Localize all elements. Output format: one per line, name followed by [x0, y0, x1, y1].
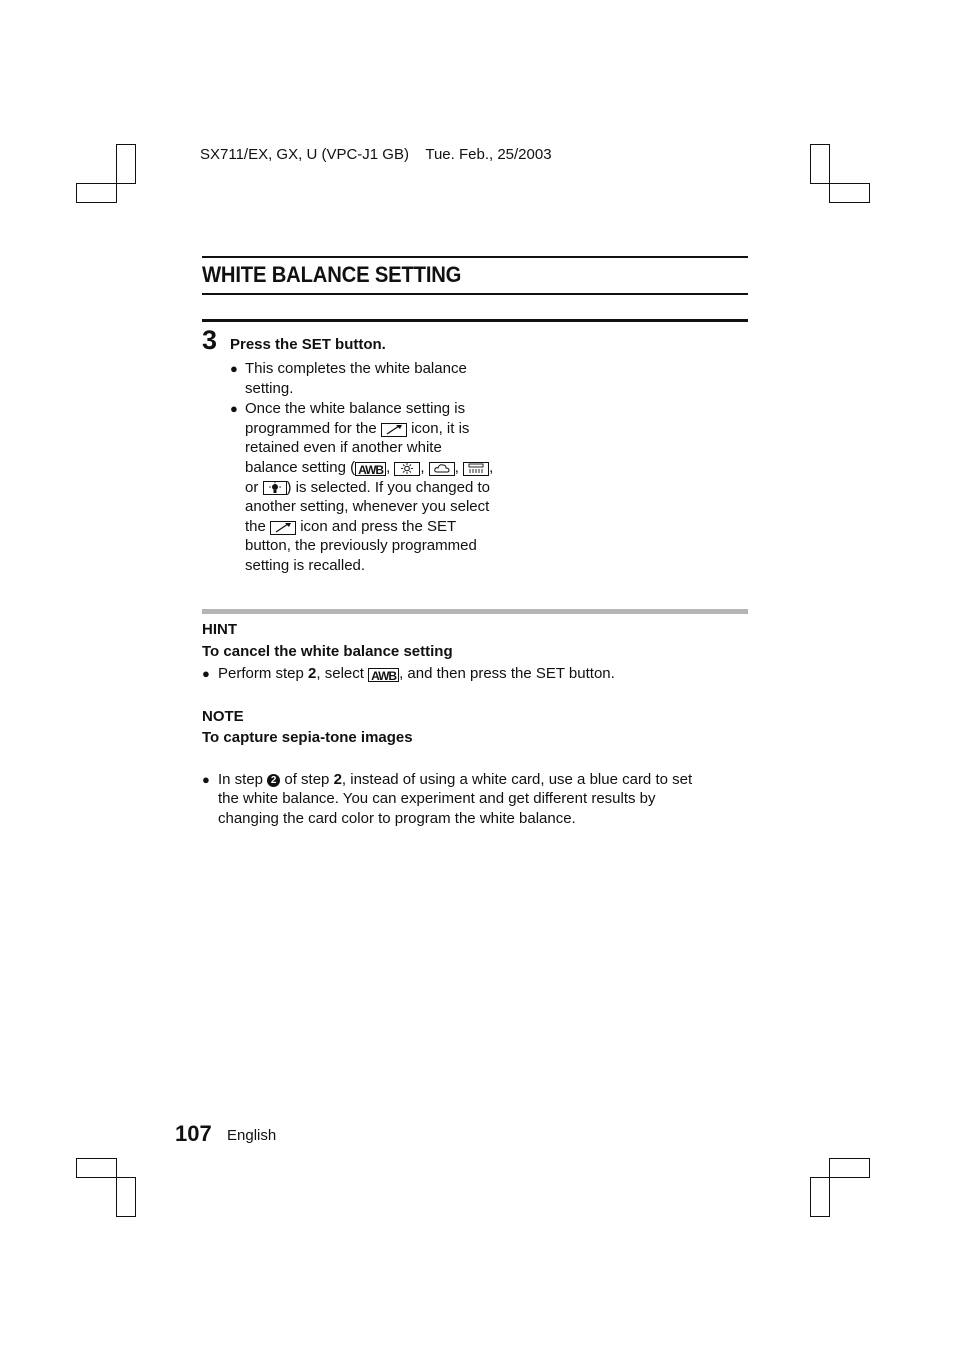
date-line: Tue. Feb., 25/2003 [425, 146, 552, 163]
fluorescent-icon [463, 462, 489, 476]
bullet-dot-icon: ● [230, 361, 238, 376]
crop-mark-top-right-horizontal [829, 183, 870, 203]
awb-icon: AWB [368, 668, 399, 682]
manual-wb-icon [381, 423, 407, 437]
manual-wb-icon [270, 521, 296, 535]
step-number: 3 [202, 325, 218, 355]
hint-divider [202, 609, 748, 614]
document-header [200, 146, 552, 163]
circled-two-icon: 2 [267, 774, 280, 787]
crop-mark-bottom-right-horizontal [829, 1158, 870, 1178]
hint-subtitle: To cancel the white balance setting [202, 643, 453, 660]
note-label: NOTE [202, 708, 244, 725]
awb-icon: AWB [355, 462, 386, 476]
title-rule-top [202, 256, 748, 258]
step-rule [202, 319, 748, 322]
bullet-dot-icon: ● [230, 401, 238, 417]
title-rule-bottom [202, 293, 748, 295]
bullet-item: ● Once the white balance setting is programmed for the icon, it is retained even if another white balance setting ( AWB , , , , or ) is selected. If you changed to another setting, whenever you select the icon and press the SET button, the previously programmed setting is recalled. [230, 400, 494, 574]
page-number: 107 [175, 1121, 212, 1146]
crop-mark-bottom-left-horizontal [76, 1158, 117, 1178]
crop-mark-top-left-horizontal [76, 183, 117, 203]
cloud-icon [429, 462, 455, 476]
crop-mark-bottom-right-vertical [810, 1177, 830, 1217]
step-bullets [230, 359, 520, 576]
bullet-dot-icon: ● [202, 771, 210, 787]
hint-label: HINT [202, 621, 237, 638]
crop-mark-top-left-vertical [116, 144, 136, 184]
crop-mark-bottom-left-vertical [116, 1177, 136, 1217]
page-title: WHITE BALANCE SETTING [202, 262, 462, 287]
page-language: English [227, 1127, 277, 1144]
incandescent-icon [263, 481, 287, 495]
hint-bullet: ● Perform step 2, select AWB , and then press the SET button. [202, 665, 615, 683]
note-subtitle: To capture sepia-tone images [202, 729, 413, 746]
sun-icon [394, 462, 420, 476]
bullet-item: ● This completes the white balance setting. [230, 360, 467, 397]
crop-mark-top-right-vertical [810, 144, 830, 184]
step-title: Press the SET button. [230, 336, 386, 353]
bullet-dot-icon: ● [202, 666, 210, 681]
model-line: SX711/EX, GX, U (VPC-J1 GB) [200, 146, 409, 163]
note-bullet: ● In step 2 of step 2, instead of using a white card, use a blue card to set the white balance. You can experiment and get different results by changing the card color to program the white balance. [202, 770, 693, 827]
